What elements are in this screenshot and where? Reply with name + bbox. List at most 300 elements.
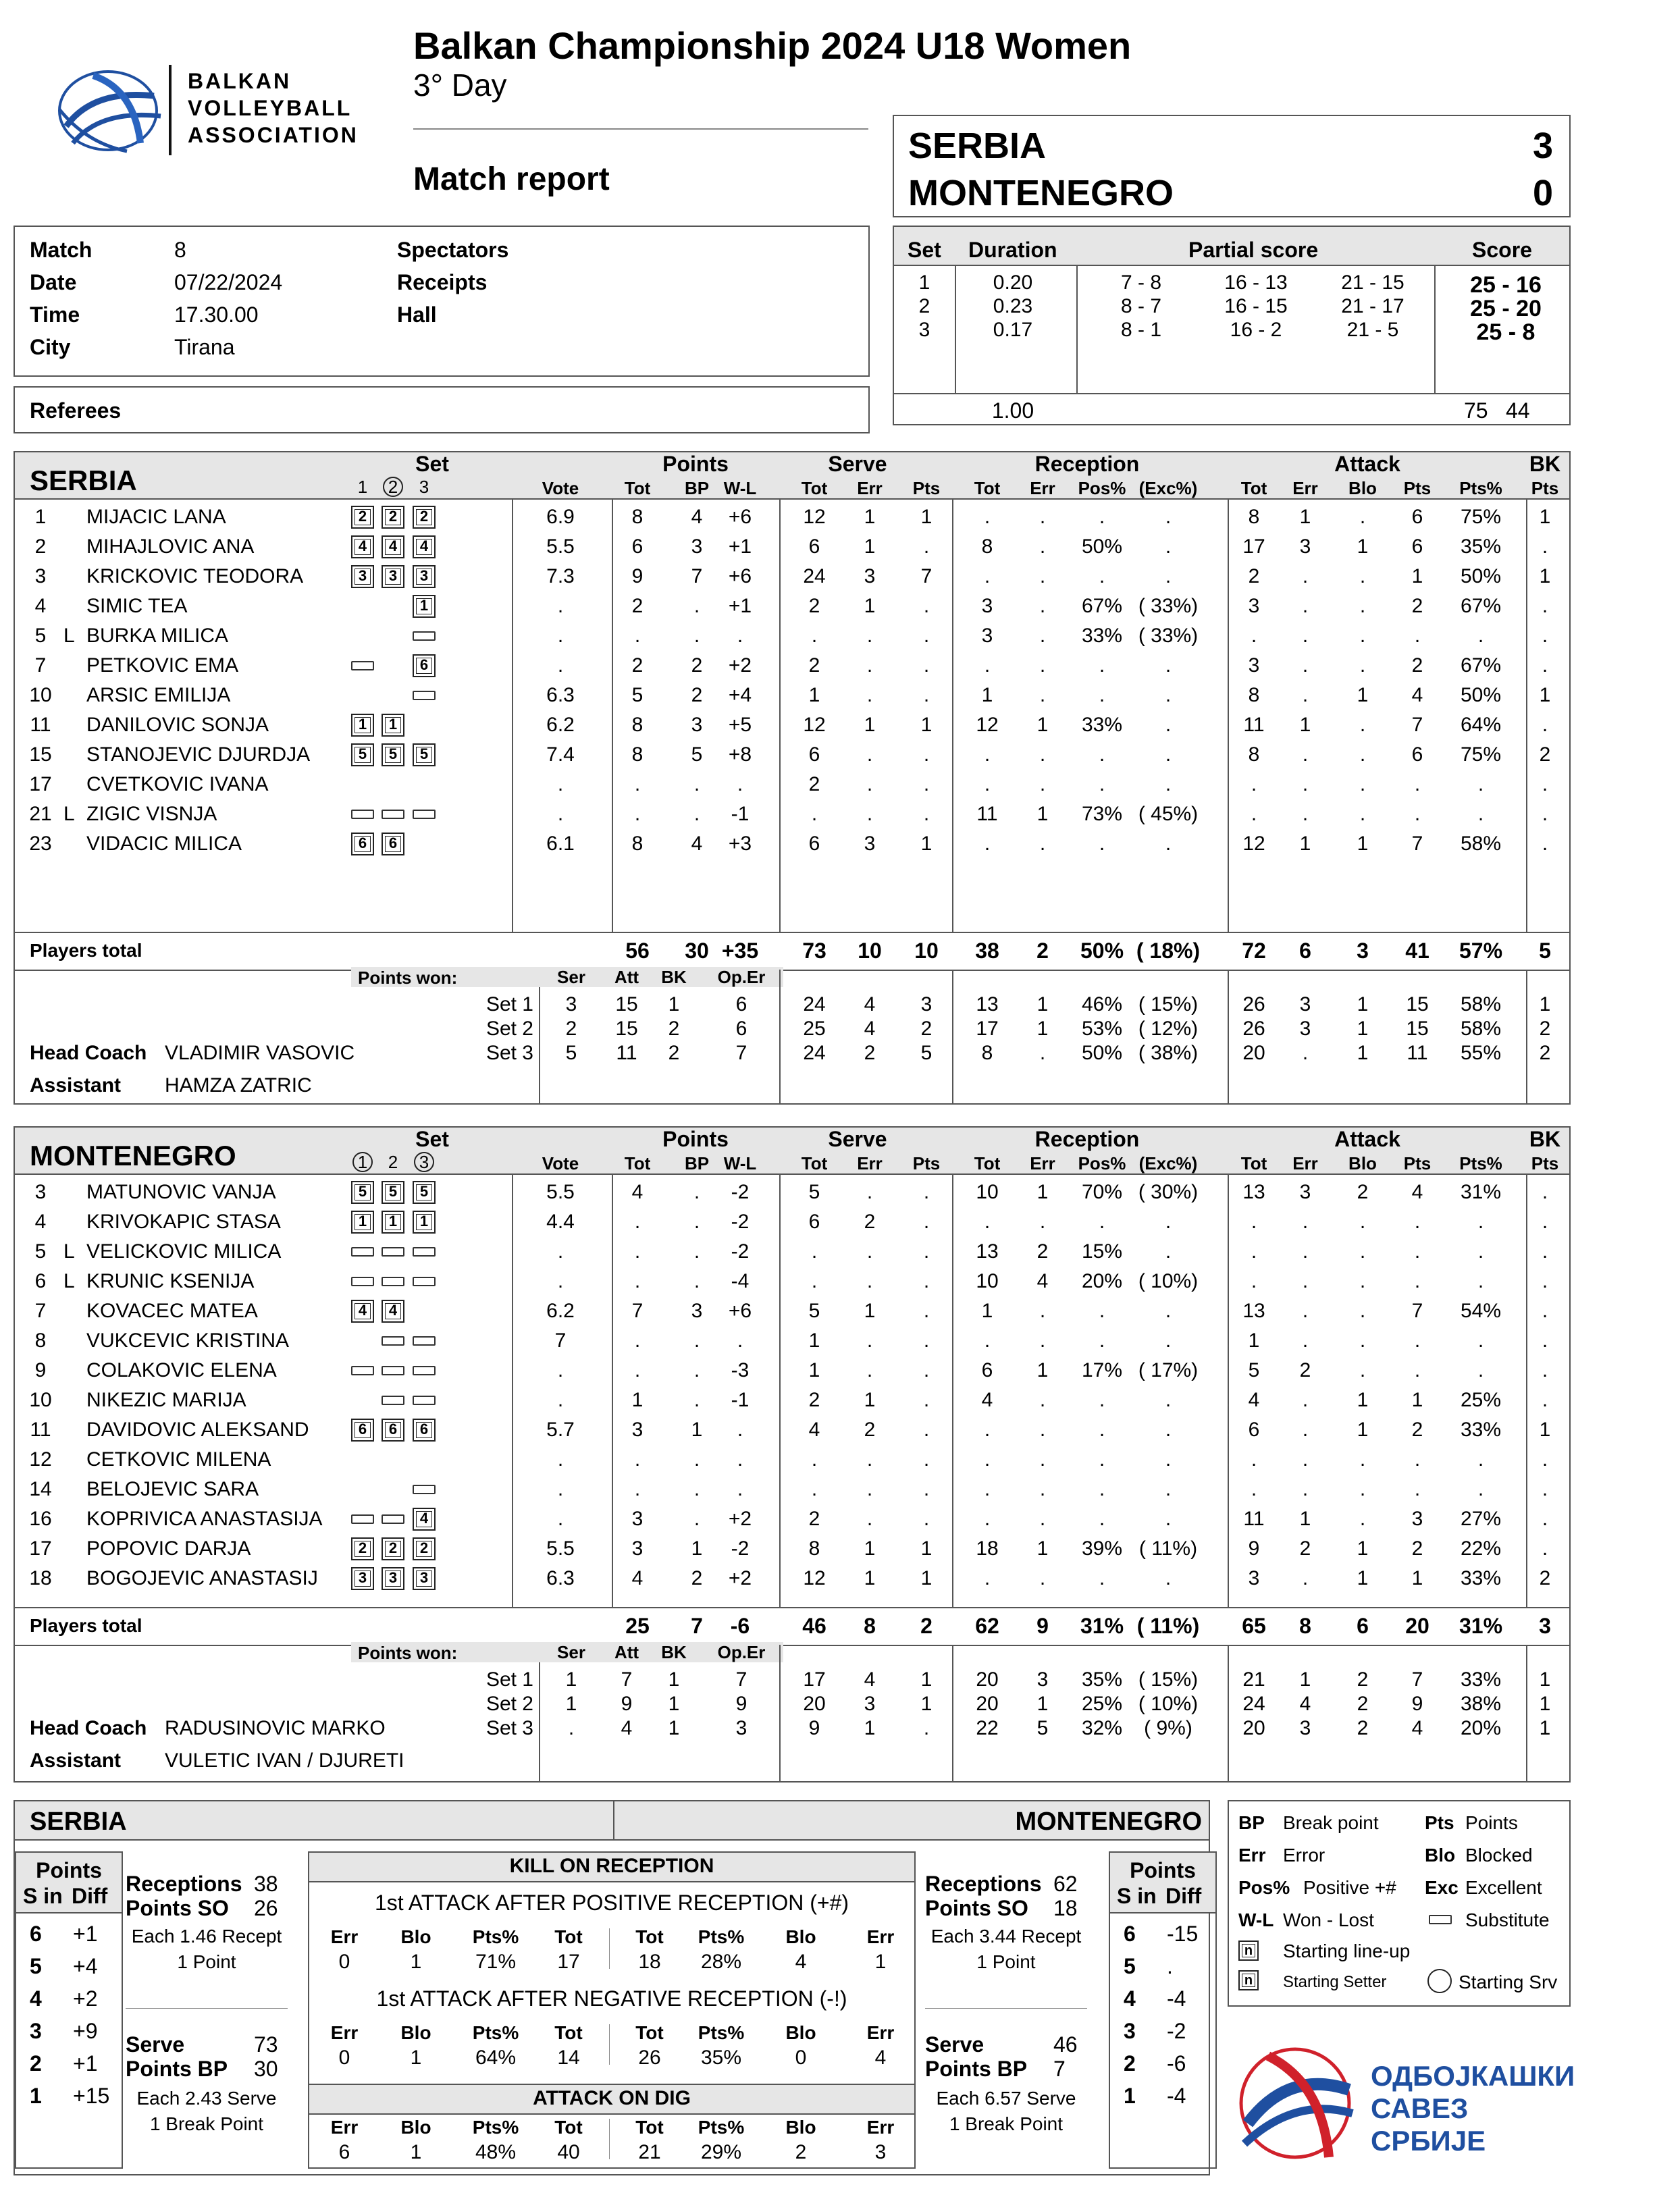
serbia-stat-cell: 11 bbox=[976, 803, 998, 825]
serbia-stat-cell: 1 bbox=[808, 684, 820, 706]
montenegro-h-set2: 2 bbox=[388, 1152, 398, 1172]
montenegro-starting-position: 1 bbox=[382, 1211, 404, 1234]
serbia-sub-marker bbox=[351, 810, 374, 819]
serbia-player-name: SIMIC TEA bbox=[86, 595, 188, 617]
left-diff: +1 bbox=[73, 1922, 98, 1946]
montenegro-stat-cell: ( 10%) bbox=[1138, 1270, 1199, 1292]
montenegro-pw-cell: 1 bbox=[565, 1668, 577, 1691]
kill-head: Pts% bbox=[698, 1926, 745, 1947]
montenegro-stat-cell: . bbox=[923, 1419, 930, 1441]
serbia-total-cell: 2 bbox=[1036, 939, 1049, 963]
montenegro-total-cell: 6 bbox=[1357, 1614, 1369, 1638]
montenegro-player-name: BOGOJEVIC ANASTASIJ bbox=[86, 1567, 318, 1589]
serbia-starting-position: 3 bbox=[382, 565, 404, 588]
montenegro-pw-cell: 7 bbox=[621, 1668, 633, 1691]
montenegro-stat-cell: . bbox=[557, 1478, 564, 1500]
serbia-stat-cell: 6 bbox=[808, 833, 820, 855]
montenegro-stat-cell: 2 bbox=[691, 1567, 703, 1589]
montenegro-stat-cell: . bbox=[923, 1508, 930, 1530]
montenegro-stat-cell: . bbox=[634, 1478, 641, 1500]
serbia-player-no: 15 bbox=[29, 743, 52, 766]
montenegro-stat-cell: . bbox=[1359, 1211, 1366, 1233]
montenegro-pw-cell: 1 bbox=[668, 1668, 680, 1691]
montenegro-stat-cell: 33% bbox=[1460, 1567, 1502, 1589]
legend-key: Exc bbox=[1425, 1877, 1459, 1898]
montenegro-stat-cell: 2 bbox=[808, 1389, 820, 1411]
serbia-starting-position: 5 bbox=[413, 743, 436, 766]
montenegro-stat-cell: . bbox=[1251, 1211, 1257, 1233]
montenegro-stat-cell: 3 bbox=[631, 1537, 644, 1560]
montenegro-stat-cell: . bbox=[1039, 1300, 1046, 1322]
montenegro-total-line bbox=[15, 1607, 1569, 1608]
montenegro-stat-cell: . bbox=[557, 1270, 564, 1292]
serbia-h-err: Err bbox=[857, 478, 883, 498]
serbia-stat-cell: 33% bbox=[1081, 625, 1123, 647]
montenegro-stat-cell: . bbox=[923, 1389, 930, 1411]
montenegro-stat-cell: . bbox=[693, 1181, 700, 1203]
bottom-team2: MONTENEGRO bbox=[1015, 1807, 1202, 1836]
montenegro-stat-cell: . bbox=[984, 1419, 991, 1441]
serbia-starting-position: 2 bbox=[351, 506, 374, 529]
serbia-player-no: 3 bbox=[34, 565, 47, 587]
kill-cell: 0 bbox=[338, 1951, 350, 1973]
serbia-h-err: Err bbox=[1292, 478, 1318, 498]
montenegro-stat-cell: . bbox=[1251, 1240, 1257, 1263]
montenegro-stat-cell: . bbox=[693, 1359, 700, 1381]
serbia-h-err: Err bbox=[1030, 478, 1055, 498]
serbia-stat-cell: . bbox=[1302, 684, 1309, 706]
serbia-sub-marker bbox=[413, 631, 436, 641]
montenegro-stat-cell: . bbox=[693, 1270, 700, 1292]
serbia-stat-cell: . bbox=[1542, 803, 1548, 825]
legend-text: Error bbox=[1283, 1845, 1325, 1866]
serbia-stat-cell: 3 bbox=[981, 595, 993, 617]
sets-cell: 2 bbox=[918, 295, 930, 317]
left-diff: +1 bbox=[73, 2051, 98, 2076]
montenegro-stat-cell: . bbox=[1414, 1240, 1421, 1263]
right-rec-l: Receptions bbox=[925, 1872, 1042, 1896]
montenegro-h-pts: Pts bbox=[1403, 1153, 1432, 1173]
serbia-stat-cell: 4 bbox=[691, 506, 703, 528]
montenegro-set-stat-cell: 20 bbox=[976, 1693, 999, 1715]
montenegro-sub-marker bbox=[413, 1277, 436, 1286]
montenegro-set-stat-cell: 1 bbox=[920, 1668, 933, 1691]
serbia-stat-cell: . bbox=[984, 743, 991, 766]
serbia-sub-marker bbox=[413, 810, 436, 819]
montenegro-total-cell: 3 bbox=[1539, 1614, 1551, 1638]
montenegro-set-stat-cell: 5 bbox=[1036, 1717, 1049, 1739]
serbia-starting-position: 2 bbox=[413, 506, 436, 529]
sets-cell: 21 - 5 bbox=[1346, 319, 1399, 341]
team2-sets: 0 bbox=[1532, 173, 1553, 213]
montenegro-stat-cell: . bbox=[1302, 1478, 1309, 1500]
serbia-stat-cell: 8 bbox=[1248, 684, 1260, 706]
serbia-pw-h-ser: Ser bbox=[557, 967, 585, 987]
kill-head: Blo bbox=[400, 2117, 431, 2138]
page-subtitle: 3° Day bbox=[413, 68, 507, 103]
montenegro-stat-cell: 1 bbox=[920, 1567, 933, 1589]
montenegro-stat-cell: . bbox=[1302, 1389, 1309, 1411]
legend-text: Positive +# bbox=[1303, 1877, 1396, 1898]
kill-head: Pts% bbox=[472, 2117, 519, 2138]
serbia-stat-cell: . bbox=[1359, 595, 1366, 617]
serbia-pw-h-bk: BK bbox=[661, 967, 687, 987]
match-value: 8 bbox=[174, 238, 186, 262]
serbia-h-points: Points bbox=[662, 452, 729, 476]
serbia-set-stat-cell: 13 bbox=[976, 993, 999, 1015]
serbia-stat-cell: 11 bbox=[1243, 714, 1265, 736]
serbia-h-wl: W-L bbox=[723, 478, 757, 498]
montenegro-stat-cell: . bbox=[1542, 1300, 1548, 1322]
montenegro-stat-cell: 13 bbox=[1242, 1181, 1265, 1203]
serbia-stat-cell: . bbox=[866, 773, 873, 795]
montenegro-h-ptsp: Pts% bbox=[1459, 1153, 1502, 1173]
serbia-stat-cell: 1 bbox=[1411, 565, 1423, 587]
kill-cell: 21 bbox=[638, 2141, 661, 2163]
montenegro-stat-cell: 6.3 bbox=[546, 1567, 575, 1589]
serbia-set-stat-cell: . bbox=[1302, 1042, 1309, 1064]
serbia-total-cell: 41 bbox=[1405, 939, 1429, 963]
montenegro-vline bbox=[512, 1173, 513, 1607]
dig-title: ATTACK ON DIG bbox=[533, 2087, 691, 2109]
serbia-stat-cell: 6.1 bbox=[546, 833, 575, 855]
right-serve-l: Serve bbox=[925, 2032, 985, 2057]
montenegro-starting-position: 3 bbox=[413, 1567, 436, 1590]
left-rot: 6 bbox=[30, 1922, 42, 1946]
montenegro-stat-cell: . bbox=[1165, 1240, 1172, 1263]
montenegro-h-exc: (Exc%) bbox=[1138, 1153, 1198, 1173]
montenegro-stat-cell: 1 bbox=[981, 1300, 993, 1322]
serbia-set-stat-cell: 5 bbox=[920, 1042, 933, 1064]
right-diff: -6 bbox=[1167, 2051, 1186, 2076]
bva-line3: ASSOCIATION bbox=[188, 123, 359, 147]
serbia-stat-cell: 1 bbox=[864, 595, 876, 617]
montenegro-player-name: CETKOVIC MILENA bbox=[86, 1448, 271, 1471]
serbia-stat-cell: . bbox=[1477, 773, 1484, 795]
serbia-stat-cell: . bbox=[1477, 625, 1484, 647]
montenegro-stat-cell: 1 bbox=[1411, 1567, 1423, 1589]
serbia-stat-cell: 6 bbox=[1411, 535, 1423, 558]
left-pbp-l: Points BP bbox=[126, 2057, 228, 2081]
kill-separator bbox=[609, 2119, 610, 2159]
serbia-stat-cell: . bbox=[1414, 803, 1421, 825]
montenegro-stat-cell: -2 bbox=[731, 1240, 750, 1263]
serbia-stat-cell: 2 bbox=[631, 595, 644, 617]
left-sin-h: S in bbox=[23, 1884, 63, 1908]
montenegro-stat-cell: . bbox=[693, 1240, 700, 1263]
serbia-h-tot: Tot bbox=[624, 478, 651, 498]
montenegro-stat-cell: . bbox=[923, 1478, 930, 1500]
serbia-total-cell: 30 bbox=[685, 939, 709, 963]
serbia-starting-position: 1 bbox=[351, 714, 374, 737]
legend-text: Substitute bbox=[1465, 1909, 1550, 1930]
montenegro-player-no: 18 bbox=[29, 1567, 52, 1589]
serbia-set-stat-cell: 3 bbox=[920, 993, 933, 1015]
serbia-stat-cell: 7.3 bbox=[546, 565, 575, 587]
serbia-player-name: PETKOVIC EMA bbox=[86, 654, 239, 677]
serbia-stat-cell: 6.3 bbox=[546, 684, 575, 706]
serbia-stat-cell: 6 bbox=[1411, 743, 1423, 766]
city-value: Tirana bbox=[174, 335, 235, 359]
montenegro-stat-cell: . bbox=[1165, 1300, 1172, 1322]
serbia-stat-cell: 1 bbox=[1539, 506, 1551, 528]
montenegro-h-tot: Tot bbox=[974, 1153, 1001, 1173]
montenegro-header-line bbox=[15, 1173, 1569, 1175]
montenegro-set-stat-cell: 20 bbox=[976, 1668, 999, 1691]
bva-line1: BALKAN bbox=[188, 69, 292, 93]
montenegro-stat-cell: . bbox=[634, 1211, 641, 1233]
montenegro-starting-position: 6 bbox=[351, 1419, 374, 1442]
serbia-stat-cell: . bbox=[866, 803, 873, 825]
montenegro-set-stat-cell: 35% bbox=[1081, 1668, 1123, 1691]
montenegro-stat-cell: 1 bbox=[864, 1389, 876, 1411]
montenegro-stat-cell: ( 11%) bbox=[1138, 1537, 1198, 1560]
montenegro-players-total-label: Players total bbox=[30, 1615, 142, 1636]
serbia-assistant-name: HAMZA ZATRIC bbox=[165, 1074, 312, 1097]
serbia-stat-cell: . bbox=[1359, 743, 1366, 766]
montenegro-stat-cell: 5 bbox=[1248, 1359, 1260, 1381]
kill-cell: 71% bbox=[475, 1951, 517, 1973]
montenegro-stat-cell: 10 bbox=[976, 1181, 999, 1203]
right-rot: 4 bbox=[1124, 1986, 1136, 2011]
montenegro-stat-cell: . bbox=[1165, 1567, 1172, 1589]
montenegro-stat-cell: . bbox=[1099, 1508, 1105, 1530]
serbia-player-no: 21 bbox=[29, 803, 52, 825]
montenegro-stat-cell: . bbox=[1414, 1270, 1421, 1292]
serbia-stat-cell: . bbox=[1165, 565, 1172, 587]
montenegro-stat-cell: 5.5 bbox=[546, 1181, 575, 1203]
serbia-stat-cell: . bbox=[1039, 595, 1046, 617]
montenegro-h-set3: 3 bbox=[414, 1152, 434, 1172]
montenegro-stat-cell: 6 bbox=[1248, 1419, 1260, 1441]
city-label: City bbox=[30, 335, 71, 359]
serbia-stat-cell: ( 45%) bbox=[1138, 803, 1199, 825]
left-pts-h: Points bbox=[36, 1858, 102, 1882]
montenegro-assistant-name: VULETIC IVAN / DJURETI bbox=[165, 1749, 404, 1772]
serbia-stat-cell: . bbox=[557, 595, 564, 617]
serbia-stat-cell: . bbox=[1099, 565, 1105, 587]
montenegro-stat-cell: . bbox=[1542, 1270, 1548, 1292]
federation-line2: САВЕЗ bbox=[1371, 2092, 1469, 2124]
serbia-starting-position: 6 bbox=[413, 654, 436, 677]
serbia-stat-cell: 8 bbox=[631, 506, 644, 528]
montenegro-stat-cell: -2 bbox=[731, 1181, 750, 1203]
serbia-pw-cell: 11 bbox=[616, 1042, 637, 1064]
montenegro-set-label: Set 1 bbox=[485, 1668, 533, 1691]
montenegro-stat-cell: . bbox=[923, 1448, 930, 1471]
serbia-starting-position: 4 bbox=[413, 535, 436, 558]
kill-head: Pts% bbox=[472, 2022, 519, 2043]
serbia-stat-cell: . bbox=[1359, 506, 1366, 528]
kill-head: Tot bbox=[554, 2022, 583, 2043]
serbia-stat-cell: 8 bbox=[631, 743, 644, 766]
montenegro-set-stat-cell: ( 15%) bbox=[1138, 1668, 1199, 1691]
serbia-stat-cell: . bbox=[1099, 743, 1105, 766]
serbia-player-no: 7 bbox=[34, 654, 47, 677]
time-label: Time bbox=[30, 302, 80, 327]
serbia-starting-position: 4 bbox=[351, 535, 374, 558]
serbia-set-label: Set 1 bbox=[485, 993, 533, 1015]
serbia-player-name: STANOJEVIC DJURDJA bbox=[86, 743, 311, 766]
serbia-player-name: CVETKOVIC IVANA bbox=[86, 773, 269, 795]
montenegro-stat-cell: 1 bbox=[1357, 1567, 1369, 1589]
montenegro-stat-cell: . bbox=[693, 1389, 700, 1411]
serbia-h-pts: Pts bbox=[1531, 478, 1559, 498]
time-value: 17.30.00 bbox=[174, 302, 259, 327]
montenegro-stat-cell: . bbox=[866, 1478, 873, 1500]
serbia-starting-position: 1 bbox=[413, 595, 436, 618]
referees-label: Referees bbox=[30, 398, 122, 423]
montenegro-stat-cell: . bbox=[1099, 1567, 1105, 1589]
montenegro-stat-cell: 6 bbox=[808, 1211, 820, 1233]
serbia-h-set2: 2 bbox=[383, 477, 403, 497]
montenegro-player-no: 9 bbox=[34, 1359, 47, 1381]
montenegro-total-cell: -6 bbox=[730, 1614, 750, 1638]
montenegro-total-cell: 62 bbox=[975, 1614, 999, 1638]
serbia-total-cell: 10 bbox=[914, 939, 939, 963]
serbia-stat-cell: 2 bbox=[631, 654, 644, 677]
serbia-set-stat-cell: 1 bbox=[1357, 993, 1369, 1015]
serbia-h-set: Set bbox=[415, 452, 449, 476]
left-rot: 2 bbox=[30, 2051, 42, 2076]
montenegro-player-no: 3 bbox=[34, 1181, 47, 1203]
serbia-coach-name: VLADIMIR VASOVIC bbox=[165, 1042, 355, 1064]
serbia-stat-cell: 9 bbox=[631, 565, 644, 587]
montenegro-pw-cell: 1 bbox=[565, 1693, 577, 1715]
montenegro-starting-position: 5 bbox=[351, 1181, 374, 1204]
legend-text: Starting Setter bbox=[1283, 1973, 1387, 1991]
montenegro-stat-cell: . bbox=[1165, 1508, 1172, 1530]
serbia-total-cell: 3 bbox=[1357, 939, 1369, 963]
serbia-set-stat-cell: 3 bbox=[1299, 1018, 1311, 1040]
set-score: 25 - 16 bbox=[1470, 272, 1542, 298]
serbia-h-tot: Tot bbox=[1240, 478, 1267, 498]
montenegro-set-stat-cell: 2 bbox=[1357, 1717, 1369, 1739]
montenegro-stat-cell: +2 bbox=[728, 1567, 752, 1589]
montenegro-starting-position: 2 bbox=[382, 1537, 404, 1560]
serbia-stat-cell: . bbox=[1039, 506, 1046, 528]
serbia-stat-cell: . bbox=[1039, 773, 1046, 795]
serbia-stat-cell: . bbox=[866, 684, 873, 706]
montenegro-starting-position: 4 bbox=[351, 1300, 374, 1323]
montenegro-stat-cell: . bbox=[1477, 1211, 1484, 1233]
montenegro-stat-cell: . bbox=[1542, 1537, 1548, 1560]
serbia-stat-cell: 58% bbox=[1460, 833, 1502, 855]
serbia-stat-cell: . bbox=[1099, 654, 1105, 677]
montenegro-stat-cell: 70% bbox=[1081, 1181, 1123, 1203]
serbia-starting-position: 3 bbox=[413, 565, 436, 588]
montenegro-stat-cell: 4 bbox=[1248, 1389, 1260, 1411]
left-diff: +15 bbox=[73, 2084, 110, 2108]
montenegro-stat-cell: . bbox=[1302, 1300, 1309, 1322]
montenegro-stat-cell: . bbox=[1477, 1270, 1484, 1292]
montenegro-player-name: KOVACEC MATEA bbox=[86, 1300, 258, 1322]
serbia-stat-cell: . bbox=[1542, 773, 1548, 795]
legend-text: Excellent bbox=[1465, 1877, 1542, 1898]
montenegro-stat-cell: . bbox=[1165, 1478, 1172, 1500]
montenegro-stat-cell: 1 bbox=[1539, 1419, 1551, 1441]
serbia-h-tot: Tot bbox=[974, 478, 1001, 498]
serbia-stat-cell: . bbox=[984, 565, 991, 587]
montenegro-sub-marker bbox=[382, 1514, 404, 1524]
montenegro-total-cell: 65 bbox=[1242, 1614, 1266, 1638]
serbia-player-name: MIHAJLOVIC ANA bbox=[86, 535, 255, 558]
montenegro-stat-cell: . bbox=[693, 1478, 700, 1500]
montenegro-h-tot: Tot bbox=[1240, 1153, 1267, 1173]
serbia-stat-cell: 2 bbox=[691, 654, 703, 677]
montenegro-stat-cell: . bbox=[1542, 1359, 1548, 1381]
legend-text: Break point bbox=[1283, 1812, 1379, 1833]
serbia-player-no: 23 bbox=[29, 833, 52, 855]
montenegro-stat-cell: . bbox=[1414, 1359, 1421, 1381]
montenegro-pw-cell: . bbox=[568, 1717, 575, 1739]
serbia-stat-cell: 6.2 bbox=[546, 714, 575, 736]
montenegro-h-bk: BK bbox=[1529, 1127, 1561, 1151]
serbia-stat-cell: . bbox=[1039, 535, 1046, 558]
serbia-stat-cell: 4 bbox=[691, 833, 703, 855]
montenegro-stat-cell: . bbox=[1477, 1448, 1484, 1471]
kill-head: Tot bbox=[635, 1926, 664, 1947]
serbia-stat-cell: 2 bbox=[691, 684, 703, 706]
montenegro-stat-cell: . bbox=[1477, 1478, 1484, 1500]
serbia-player-name: KRICKOVIC TEODORA bbox=[86, 565, 304, 587]
serbia-set-stat-cell: 2 bbox=[1539, 1018, 1551, 1040]
kill-head: Err bbox=[866, 2022, 895, 2043]
serbia-stat-cell: 64% bbox=[1460, 714, 1502, 736]
montenegro-h-bp: BP bbox=[684, 1153, 710, 1173]
kill-cell: 2 bbox=[795, 2141, 807, 2163]
montenegro-stat-cell: 4 bbox=[1036, 1270, 1049, 1292]
montenegro-set-stat-cell: 3 bbox=[1036, 1668, 1049, 1691]
serbia-stat-cell: +2 bbox=[728, 654, 752, 677]
serbia-set-stat-cell: 1 bbox=[1357, 1042, 1369, 1064]
serbia-stat-cell: . bbox=[866, 654, 873, 677]
montenegro-pw-h-oper: Op.Er bbox=[717, 1642, 766, 1662]
montenegro-h-err: Err bbox=[857, 1153, 883, 1173]
montenegro-h-blo: Blo bbox=[1348, 1153, 1377, 1173]
montenegro-set-stat-cell: . bbox=[923, 1717, 930, 1739]
serbia-h-vote: Vote bbox=[542, 478, 579, 498]
montenegro-pw-h-ser: Ser bbox=[557, 1642, 585, 1662]
legend-starting-srv-icon bbox=[1427, 1969, 1452, 1993]
montenegro-sub-marker bbox=[382, 1396, 404, 1405]
legend-sub-marker bbox=[1429, 1915, 1452, 1924]
serbia-stat-cell: 8 bbox=[631, 714, 644, 736]
right-info-line bbox=[925, 2008, 1087, 2009]
referees-box bbox=[14, 386, 870, 433]
serbia-set-stat-cell: 24 bbox=[803, 993, 826, 1015]
right-pbp: 7 bbox=[1053, 2057, 1066, 2081]
montenegro-total-cell: 7 bbox=[691, 1614, 703, 1638]
montenegro-stat-cell: 1 bbox=[808, 1359, 820, 1381]
serbia-starting-position: 1 bbox=[382, 714, 404, 737]
montenegro-stat-cell: . bbox=[1542, 1389, 1548, 1411]
montenegro-stat-cell: . bbox=[1099, 1419, 1105, 1441]
serbia-stat-cell: . bbox=[1099, 773, 1105, 795]
montenegro-stat-cell: . bbox=[1542, 1508, 1548, 1530]
serbia-stat-cell: 5 bbox=[691, 743, 703, 766]
montenegro-stat-cell: 1 bbox=[1036, 1537, 1049, 1560]
serbia-stat-cell: 5.5 bbox=[546, 535, 575, 558]
serbia-stat-cell: 67% bbox=[1460, 595, 1502, 617]
montenegro-player-no: 7 bbox=[34, 1300, 47, 1322]
serbia-stat-cell: . bbox=[737, 773, 743, 795]
montenegro-stat-cell: . bbox=[1359, 1478, 1366, 1500]
serbia-pw-cell: 5 bbox=[565, 1042, 577, 1064]
kill-head: Blo bbox=[400, 2022, 431, 2043]
serbia-starting-position: 6 bbox=[351, 833, 374, 855]
serbia-player-no: 11 bbox=[30, 714, 51, 736]
